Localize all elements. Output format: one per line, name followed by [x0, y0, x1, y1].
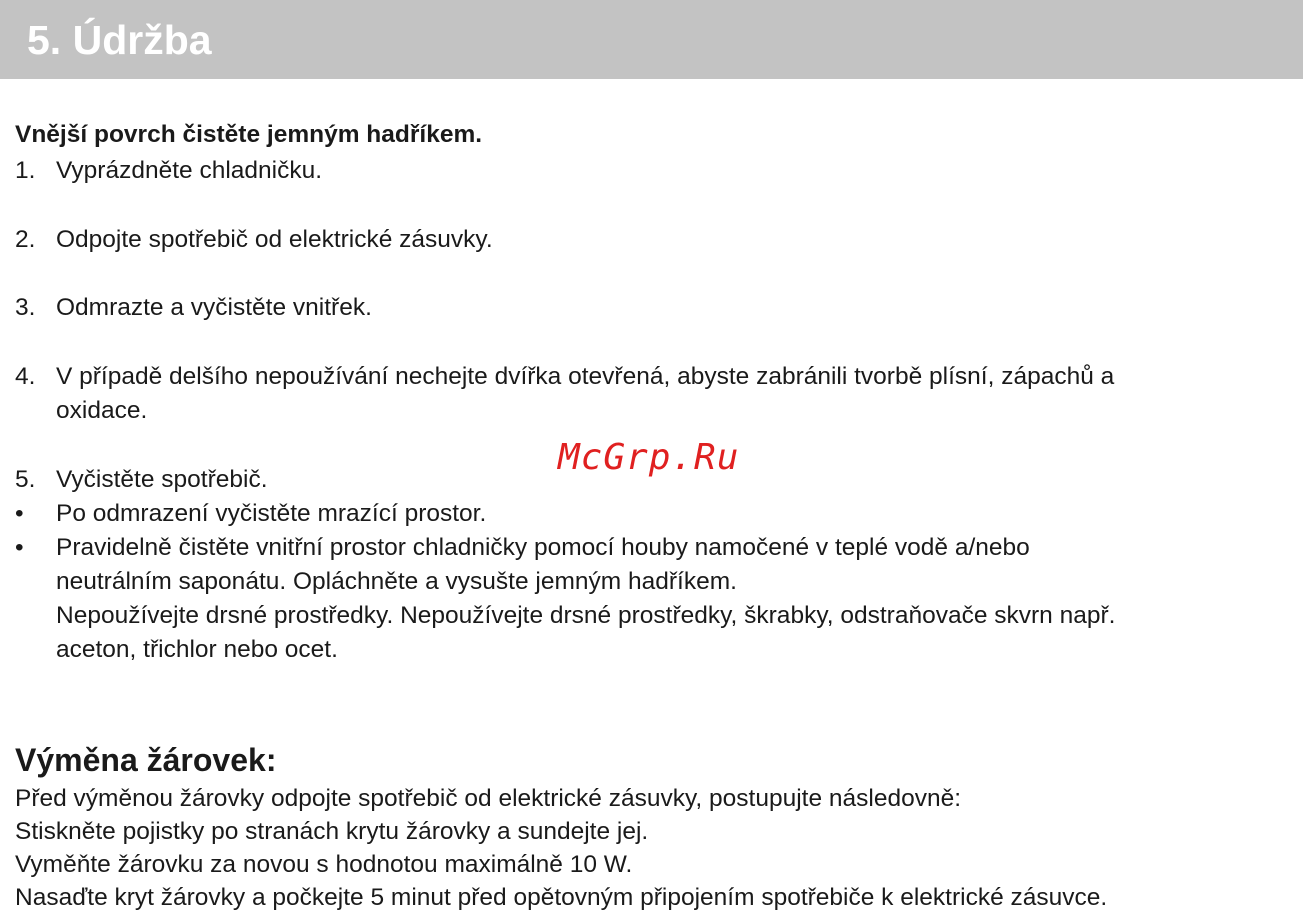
bullet-mark: •: [15, 500, 24, 527]
section-title: 5. Údržba: [27, 17, 212, 63]
step-number: 2.: [15, 226, 36, 253]
step-number: 1.: [15, 157, 36, 184]
step-text-continuation: oxidace.: [56, 397, 148, 424]
intro-text: Vnější povrch čistěte jemným hadříkem.: [15, 121, 483, 148]
step-number: 5.: [15, 466, 36, 493]
section-header-bar: [0, 0, 1303, 79]
step-text: Odmrazte a vyčistěte vnitřek.: [56, 294, 372, 321]
bulb-line: Vyměňte žárovku za novou s hodnotou maximálně 10 W.: [15, 851, 633, 878]
step-text: Vyprázdněte chladničku.: [56, 157, 323, 184]
bulb-line: Před výměnou žárovky odpojte spotřebič od elektrické zásuvky, postupujte následovně:: [15, 785, 962, 812]
bullet-text-continuation: aceton, třichlor nebo ocet.: [56, 636, 338, 663]
bullet-text-continuation: Nepoužívejte drsné prostředky. Nepoužívejte drsné prostředky, škrabky, odstraňovače skvrn např.: [56, 602, 1116, 629]
bulb-line: Stiskněte pojistky po stranách krytu žárovky a sundejte jej.: [15, 818, 649, 845]
bullet-text-continuation: neutrálním saponátu. Opláchněte a vysušte jemným hadříkem.: [56, 568, 737, 595]
bullet-mark: •: [15, 534, 24, 561]
step-number: 3.: [15, 294, 36, 321]
bullet-text: Pravidelně čistěte vnitřní prostor chladničky pomocí houby namočené v teplé vodě a/nebo: [56, 534, 1030, 561]
step-text: V případě delšího nepoužívání nechejte dvířka otevřená, abyste zabránili tvorbě plísní, zápachů a: [56, 363, 1115, 390]
step-text: Odpojte spotřebič od elektrické zásuvky.: [56, 226, 493, 253]
bulb-line: Nasaďte kryt žárovky a počkejte 5 minut před opětovným připojením spotřebiče k elektrické zásuvce.: [15, 884, 1108, 911]
bullet-text: Po odmrazení vyčistěte mrazící prostor.: [56, 500, 487, 527]
bulb-section-title: Výměna žárovek:: [15, 742, 277, 778]
watermark: McGrp.Ru: [558, 437, 740, 478]
step-number: 4.: [15, 363, 36, 390]
step-text: Vyčistěte spotřebič.: [56, 466, 268, 493]
